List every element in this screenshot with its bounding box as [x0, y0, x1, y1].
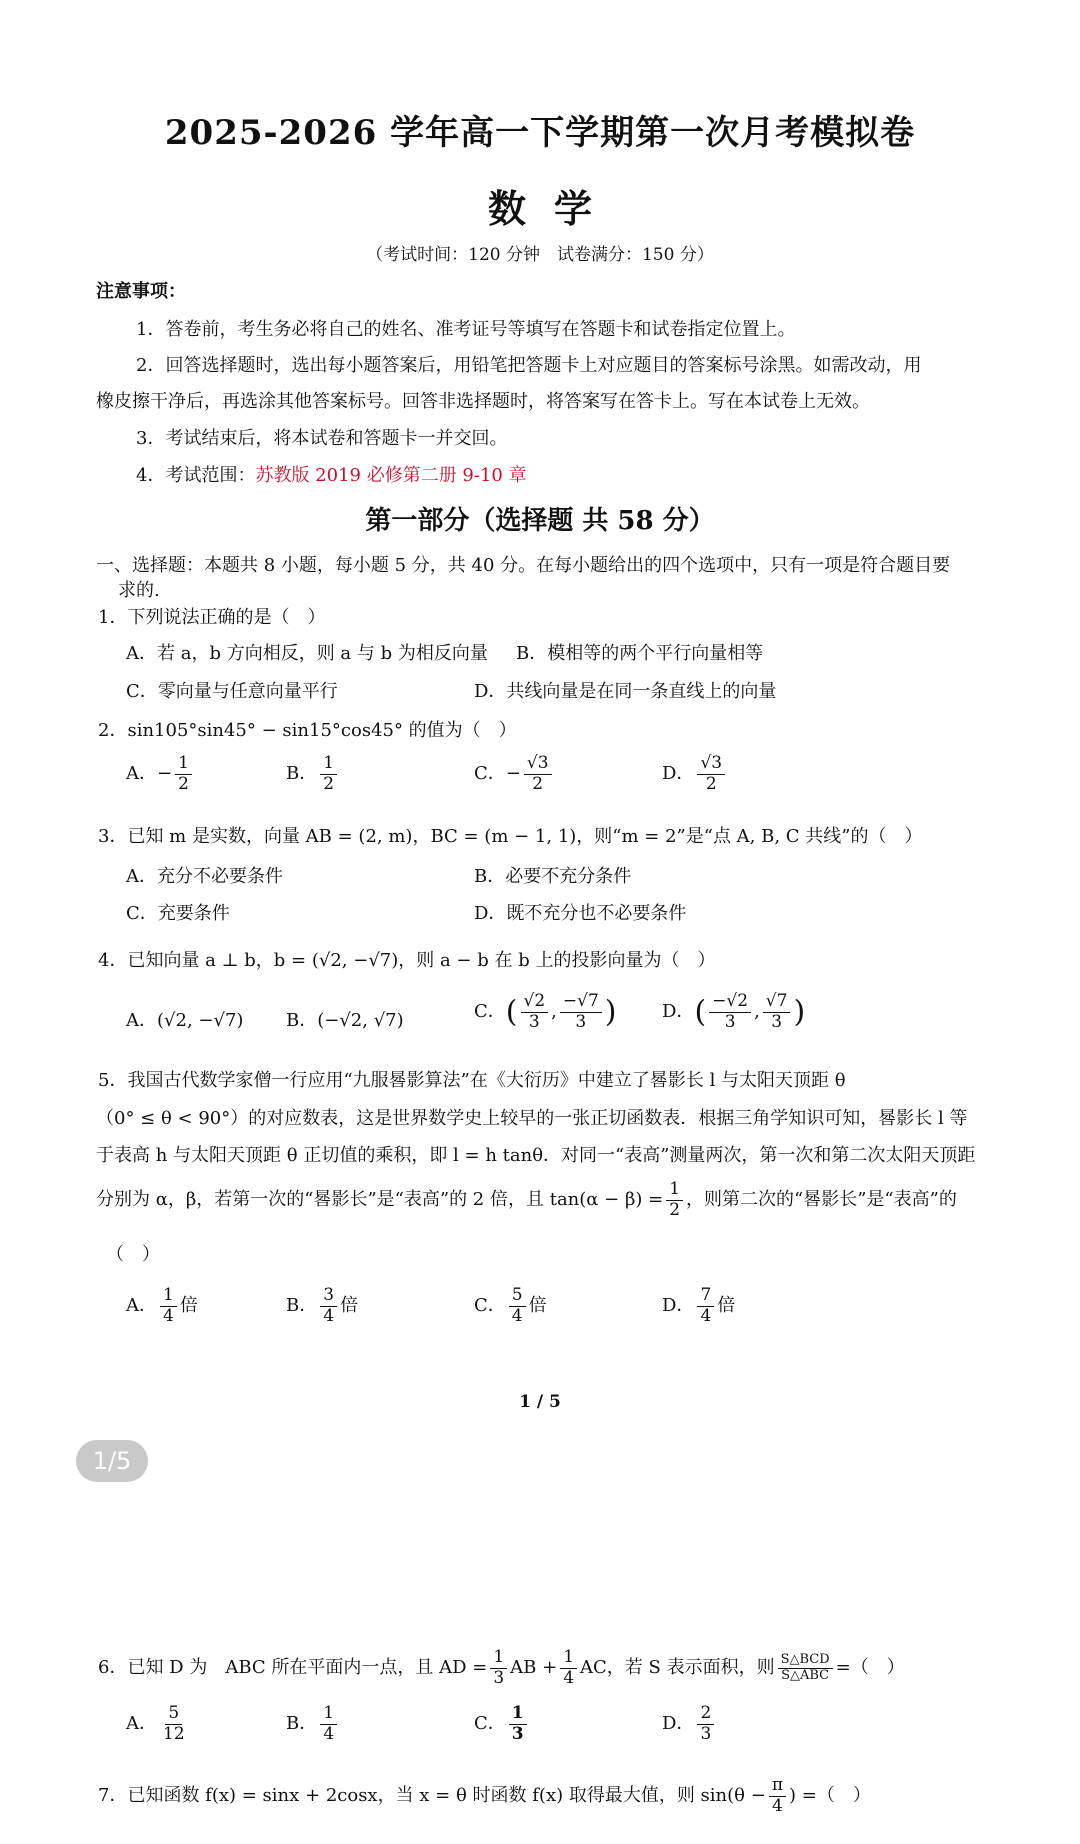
- q2-option-d: D． $\frac{√3}{2}$: [662, 754, 728, 794]
- q5-option-d: D． $\frac{7}{4}$ 倍: [662, 1285, 736, 1326]
- q5-line-2: （0° ≤ θ < 90°）的对应数表，这是世界数学史上较早的一张正切函数表．根据三角学知识可知，晷影长 l 等: [96, 1108, 968, 1129]
- q1-stem: 1．下列说法正确的是（ ）: [98, 607, 326, 628]
- q3-option-d: D．既不充分也不必要条件: [474, 903, 687, 924]
- note-item-4-prefix: 4．考试范围：: [136, 465, 256, 486]
- q4-option-a: A．(√2, −√7): [126, 1010, 244, 1031]
- note-item-2a: 2．回答选择题时，选出每小题答案后，用铅笔把答题卡上对应题目的答案标号涂黑。如需改动，用: [136, 355, 922, 376]
- q1-option-a: A．若 a，b 方向相反，则 a 与 b 为相反向量: [126, 643, 488, 664]
- exam-info: （考试时间：120 分钟 试卷满分：150 分）: [366, 245, 714, 265]
- q2-stem: 2．sin105°sin45° − sin15°cos45° 的值为（ ）: [98, 720, 517, 741]
- notes-heading: 注意事项：: [96, 281, 186, 302]
- q1-option-c: C．零向量与任意向量平行: [126, 681, 338, 702]
- q4-stem: 4．已知向量 a ⊥ b，b = (√2, −√7)，则 a − b 在 b 上的投影向量为（ ）: [98, 950, 716, 971]
- q6-option-c: C． $\frac{1}{3}$: [474, 1704, 530, 1744]
- exam-scope: 苏教版 2019 必修第二册 9-10 章: [255, 465, 527, 486]
- section-title: 第一部分（选择题 共 58 分）: [365, 506, 715, 536]
- note-item-1: 1．答卷前，考生务必将自己的姓名、准考证号等填写在答题卡和试卷指定位置上。: [136, 319, 796, 340]
- q5-line-3: 于表高 h 与太阳天顶距 θ 正切值的乘积，即 l = h tanθ．对同一“表高”测量两次，第一次和第二次太阳天顶距: [96, 1145, 976, 1166]
- q1-option-b: B．模相等的两个平行向量相等: [516, 643, 764, 664]
- page-indicator-badge[interactable]: 1/5: [76, 1440, 148, 1482]
- q5-option-c: C． $\frac{5}{4}$ 倍: [474, 1285, 547, 1326]
- q5-option-a: A． $\frac{1}{4}$ 倍: [126, 1285, 198, 1326]
- q5-line-1: 5．我国古代数学家僧一行应用“九服晷影算法”在《大衍历》中建立了晷影长 l 与太阳天顶距 θ: [98, 1070, 846, 1091]
- q3-option-b: B．必要不充分条件: [474, 866, 632, 887]
- q3-option-a: A．充分不必要条件: [126, 866, 283, 887]
- q6-option-b: B． $\frac{1}{4}$: [286, 1704, 340, 1744]
- note-item-3: 3．考试结束后，将本试卷和答题卡一并交回。: [136, 428, 508, 449]
- q4-option-c: C．( $\frac{√2}{3}$ , $\frac{-√7}{3}$ ): [474, 991, 617, 1032]
- part1-intro-2: 求的.: [118, 580, 160, 601]
- q2-option-a: A．− $\frac{1}{2}$: [126, 754, 195, 794]
- q6-option-a: A． $\frac{5}{12}$: [126, 1703, 185, 1744]
- q5-option-b: B． $\frac{3}{4}$ 倍: [286, 1285, 359, 1326]
- part1-intro-1: 一、选择题：本题共 8 小题，每小题 5 分，共 40 分。在每小题给出的四个选项中，只有一项是符合题目要: [96, 555, 951, 576]
- q6-stem: 6．已知 D 为 ABC 所在平面内一点，且 AD = $\frac{1}{3}$ AB + $\frac{1}{4}$ AC，若 S 表示面积，则 $\frac{\text{S△BCD}}{\text{S△ABC}}$ =（ ）: [98, 1647, 905, 1688]
- q2-option-b: B． $\frac{1}{2}$: [286, 754, 340, 794]
- q1-option-d: D．共线向量是在同一条直线上的向量: [474, 681, 777, 702]
- q5-line-4: 分别为 α，β，若第一次的“晷影长”是“表高”的 2 倍，且 tan(α − β) = $\frac{1}{2}$ ，则第二次的“晷影长”是“表高”的: [96, 1179, 957, 1220]
- q7-stem: 7．已知函数 f(x) = sinx + 2cosx，当 x = θ 时函数 f(x) 取得最大值，则 sin(θ − $\frac{\pi}{4}$ ) =（ ）: [98, 1775, 871, 1816]
- q3-stem: 3．已知 m 是实数，向量 AB = (2, m)，BC = (m − 1, 1)，则“m = 2”是“点 A, B, C 共线”的（ ）: [98, 826, 923, 847]
- q2-option-c: C．− $\frac{√3}{2}$: [474, 754, 555, 794]
- q4-option-d: D．( $\frac{-√2}{3}$ , $\frac{√7}{3}$ ): [662, 991, 806, 1032]
- q6-option-d: D． $\frac{2}{3}$: [662, 1704, 717, 1744]
- exam-title: 2025-2026 学年高一下学期第一次月考模拟卷: [164, 113, 916, 153]
- q3-option-c: C．充要条件: [126, 903, 230, 924]
- exam-subject: 数学: [487, 186, 620, 231]
- note-item-4: [136, 461, 527, 487]
- note-item-2b: 橡皮擦干净后，再选涂其他答案标号。回答非选择题时，将答案写在答卡上。写在本试卷上无效。: [96, 391, 870, 412]
- q5-line-5: （ ）: [106, 1244, 160, 1265]
- q4-option-b: B．(−√2, √7): [286, 1010, 404, 1031]
- page-number: 1 / 5: [519, 1392, 561, 1412]
